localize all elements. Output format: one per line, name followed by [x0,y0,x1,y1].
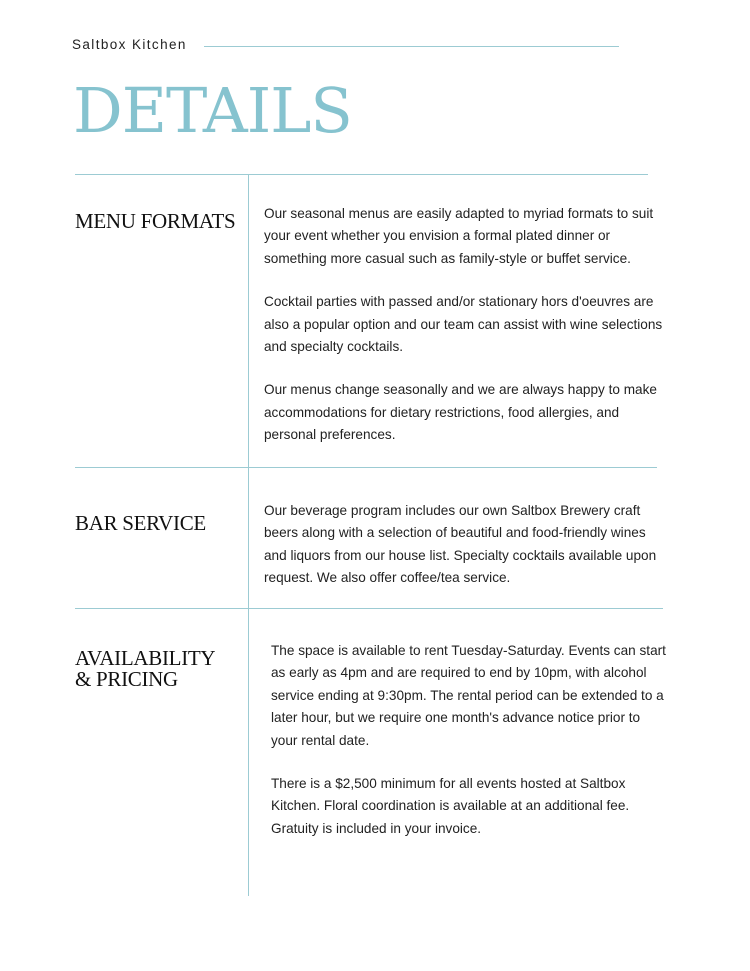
availability-pricing-heading: AVAILABILITY & PRICING [75,646,216,691]
menu-formats-heading: MENU FORMATS [75,209,236,233]
brand-name: Saltbox Kitchen [72,37,187,52]
divider-bottom [75,608,663,609]
menu-formats-paragraph: Our menus change seasonally and we are always happy to make accommodations for dietary restrictions, food allergies, and personal preferences. [264,382,657,443]
menu-formats-paragraph: Cocktail parties with passed and/or stationary hors d'oeuvres are also a popular option and our team can assist with wine selections and specialty cocktails. [264,294,663,355]
availability-pricing-paragraph: There is a $2,500 minimum for all events hosted at Saltbox Kitchen. Floral coordination is available at an additional fee. Gratuity is included in your invoice. [271,776,630,836]
bar-service-paragraph: Our beverage program includes our own Saltbox Brewery craft beers along with a selection of beautiful and food-friendly wines and liquors from our house list. Specialty cocktails available upon request. We also offer coffee/tea service. [264,503,657,586]
divider-top [75,174,648,175]
divider-middle [75,467,657,468]
bar-service-heading: BAR SERVICE [75,511,206,535]
availability-pricing-paragraph: The space is available to rent Tuesday-Saturday. Events can start as early as 4pm and are required to end by 10pm, with alcohol service ending at 9:30pm. The rental period can be extended to a later hour, but we require one month's advance notice prior to your rental date. [271,643,666,748]
column-divider [248,174,249,896]
availability-pricing-body [271,640,666,840]
menu-formats-body [264,203,664,447]
menu-formats-paragraph: Our seasonal menus are easily adapted to myriad formats to suit your event whether you envision a formal plated dinner or something more casual such as family-style or buffet service. [264,206,654,266]
bar-service-body [264,500,669,590]
brand-rule [204,46,619,47]
page-title: DETAILS [73,74,352,147]
